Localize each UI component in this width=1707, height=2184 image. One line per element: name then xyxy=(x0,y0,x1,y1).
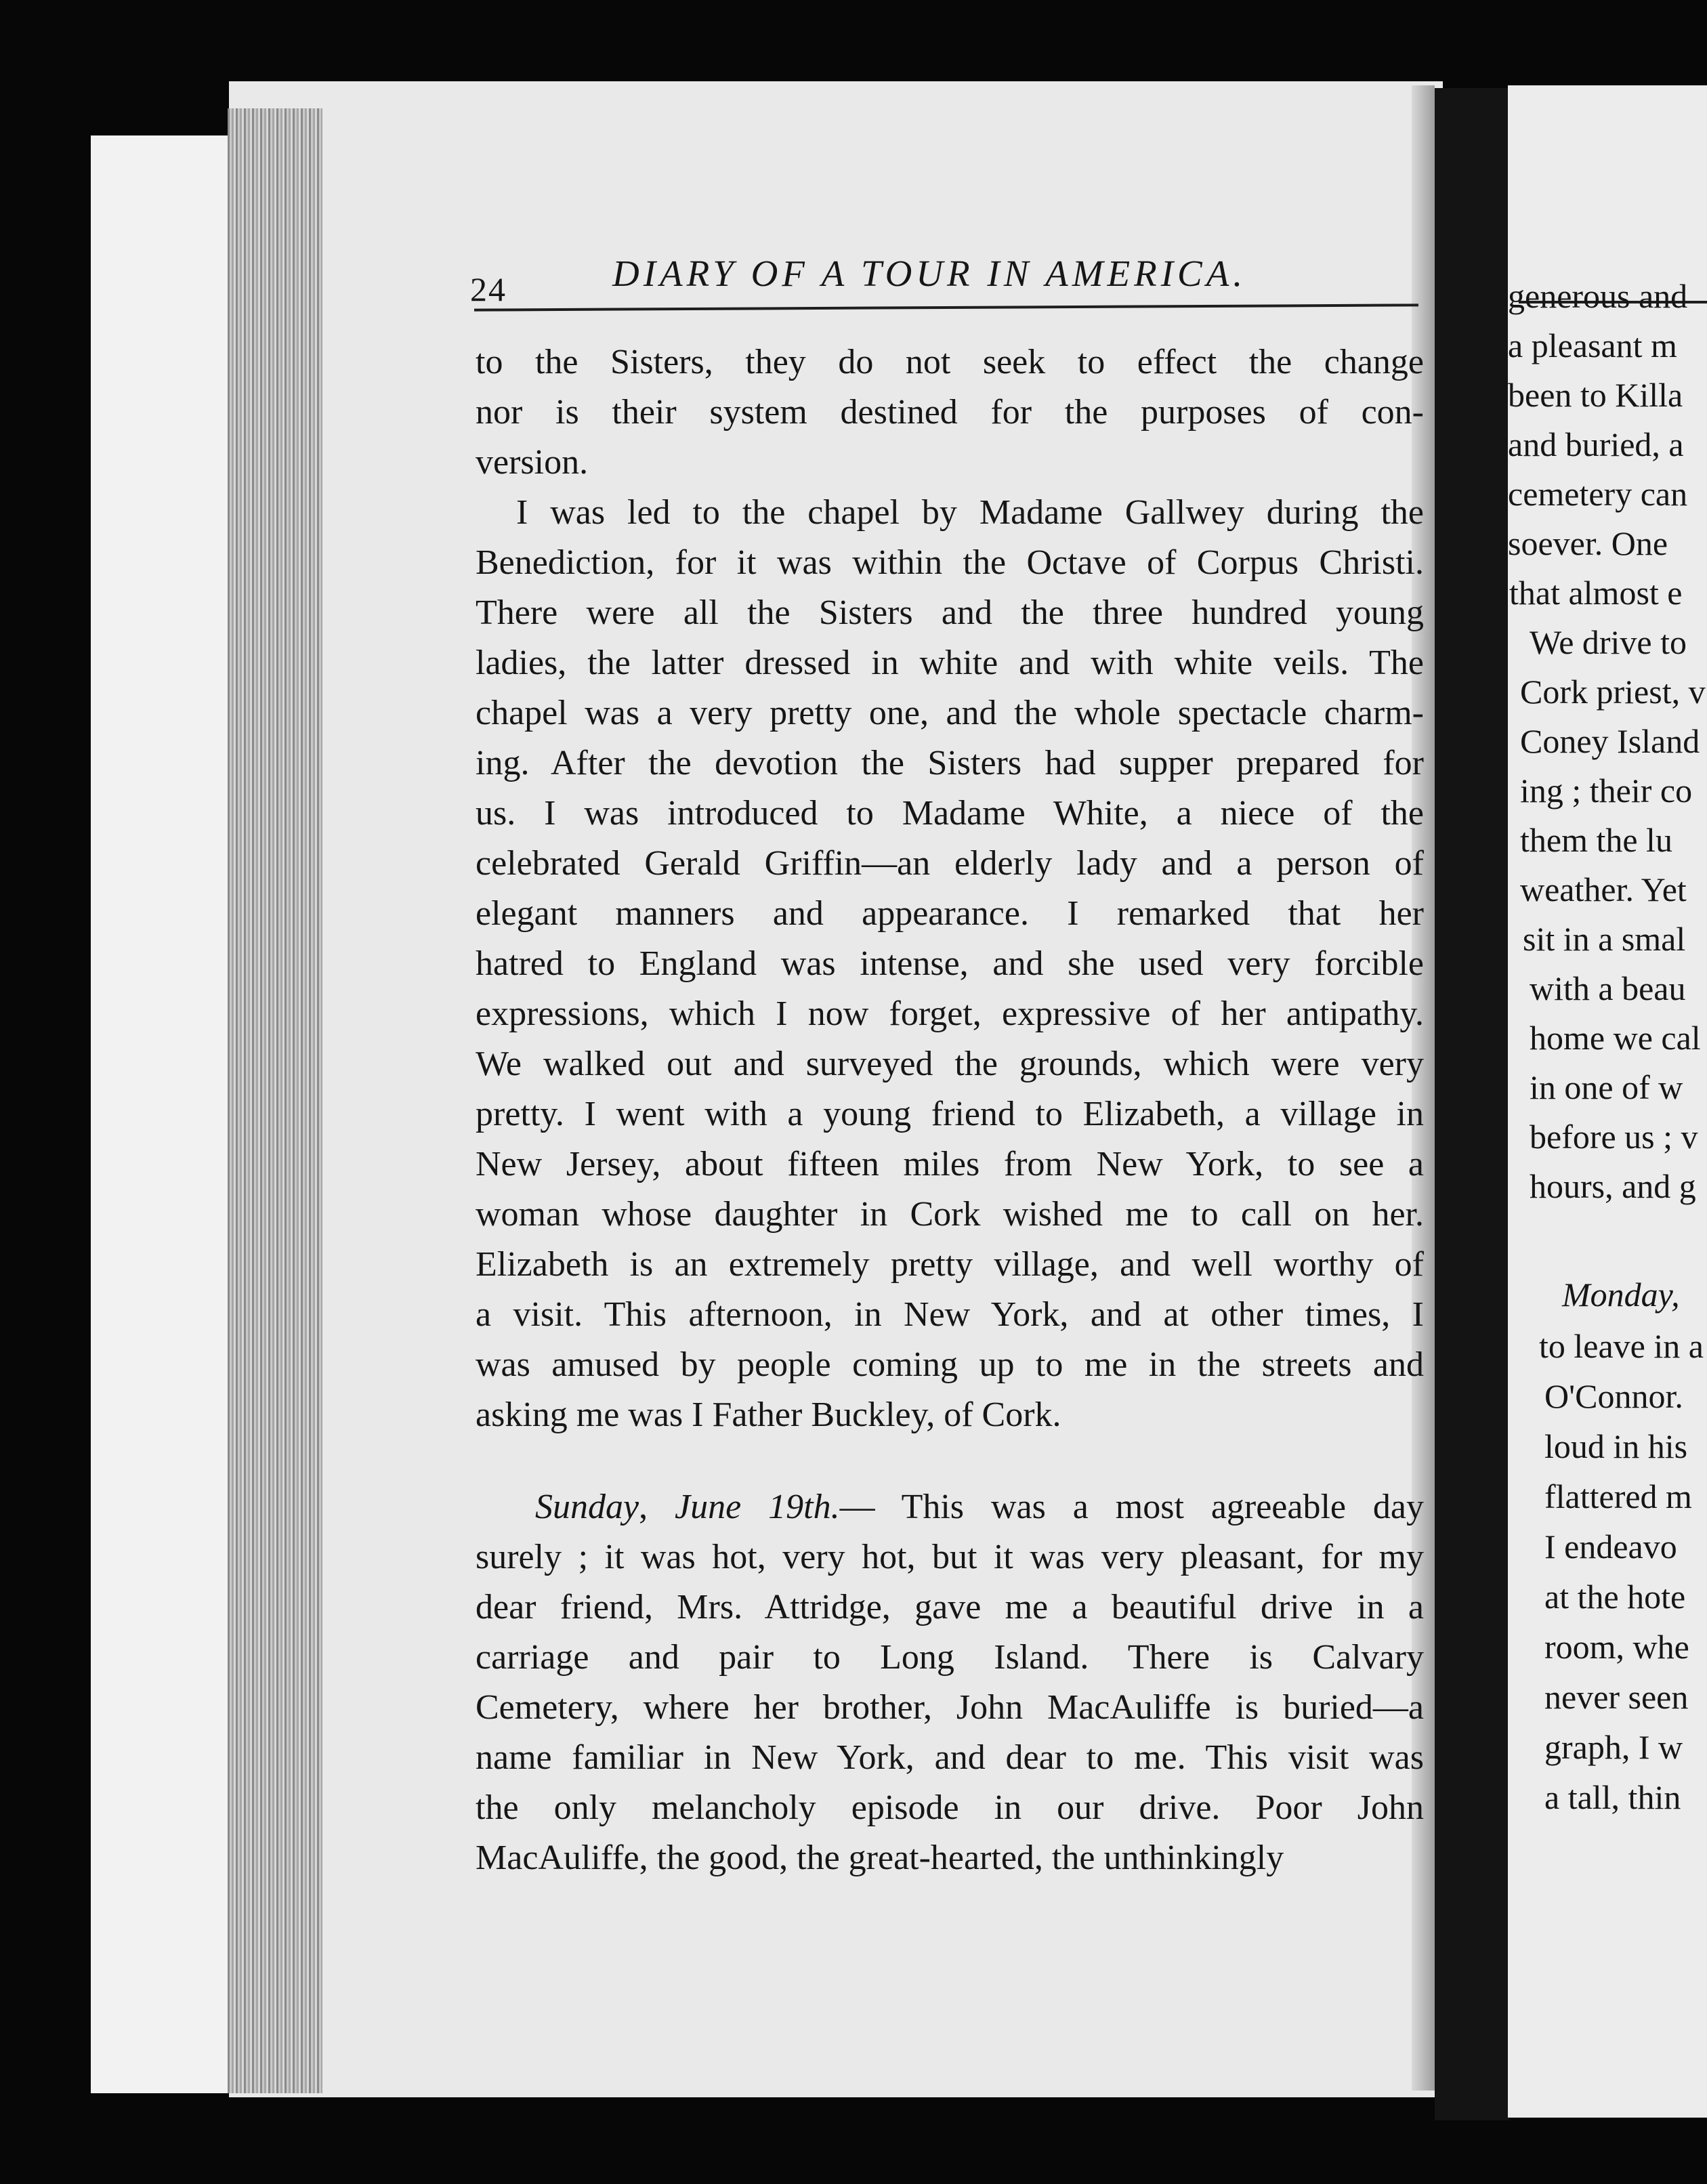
right-page-line: We drive to xyxy=(1530,623,1687,661)
text-line: woman whose daughter in Cork wished me to call on her. xyxy=(476,1195,1424,1234)
paragraph-2 xyxy=(476,488,1424,1440)
right-page-line: Monday, xyxy=(1562,1276,1680,1314)
right-page-line: before us ; v xyxy=(1530,1118,1698,1156)
text-line: hatred to England was intense, and she used very forcible xyxy=(476,944,1424,983)
page-number: 24 xyxy=(470,270,507,308)
text-line: dear friend, Mrs. Attridge, gave me a beautiful drive in a xyxy=(476,1588,1424,1626)
page-edge xyxy=(91,135,240,2093)
right-page-line: in one of w xyxy=(1530,1068,1683,1106)
text-line: pretty. I went with a young friend to Elizabeth, a village in xyxy=(476,1095,1424,1133)
text-line: Sunday, June 19th.— This was a most agreeable day xyxy=(535,1488,1424,1526)
text-line: version. xyxy=(476,443,589,482)
text-line: We walked out and surveyed the grounds, which were very xyxy=(476,1045,1424,1083)
page-body xyxy=(476,337,1424,1883)
right-page-line: graph, I w xyxy=(1544,1728,1683,1766)
right-page-line: generous and xyxy=(1508,277,1688,315)
text-line: name familiar in New York, and dear to me. This visit was xyxy=(476,1738,1424,1777)
text-line: carriage and pair to Long Island. There is Calvary xyxy=(476,1638,1424,1677)
right-page-line: a tall, thin xyxy=(1544,1778,1681,1816)
right-page-line: with a beau xyxy=(1530,969,1686,1007)
text-line: ladies, the latter dressed in white and with white veils. The xyxy=(476,644,1424,682)
right-page-line: cemetery can xyxy=(1508,475,1688,513)
text-line: the only melancholy episode in our drive. Poor John xyxy=(476,1788,1424,1827)
right-page-line: soever. One xyxy=(1508,524,1668,562)
right-page-line: Cork priest, v xyxy=(1520,673,1706,711)
right-page-line: hours, and g xyxy=(1530,1167,1696,1205)
text-line: a visit. This afternoon, in New York, and at other times, I xyxy=(476,1295,1424,1334)
text-line: ing. After the devotion the Sisters had supper prepared for xyxy=(476,744,1424,782)
right-page-line: never seen xyxy=(1544,1678,1689,1716)
text-line: to the Sisters, they do not seek to effect the change xyxy=(476,343,1424,381)
right-page-line: weather. Yet xyxy=(1520,870,1687,908)
paragraph-1 xyxy=(476,337,1424,488)
diary-first-line: — This was a most agreeable day xyxy=(839,1488,1424,1526)
right-page-line: O'Connor. xyxy=(1544,1377,1683,1415)
right-page-line: and buried, a xyxy=(1508,425,1684,463)
right-page-line: at the hote xyxy=(1544,1578,1686,1616)
right-page-line: been to Killa xyxy=(1508,376,1683,414)
right-page-line: to leave in a xyxy=(1539,1327,1704,1365)
diary-date-day: Sunday xyxy=(535,1488,639,1526)
right-page-line: them the lu xyxy=(1520,821,1672,859)
text-line: nor is their system destined for the purposes of con- xyxy=(476,393,1424,432)
text-line: New Jersey, about fifteen miles from New York, to see a xyxy=(476,1145,1424,1183)
page-stack-edges xyxy=(228,108,322,2093)
text-line: was amused by people coming up to me in the streets and xyxy=(476,1345,1424,1384)
text-line: Cemetery, where her brother, John MacAuliffe is buried—a xyxy=(476,1688,1424,1727)
right-page-line: a pleasant m xyxy=(1508,327,1677,364)
right-page-line: home we cal xyxy=(1530,1019,1701,1057)
text-line: surely ; it was hot, very hot, but it was very pleasant, for my xyxy=(476,1538,1424,1576)
right-page-line: flattered m xyxy=(1544,1477,1692,1515)
text-line: chapel was a very pretty one, and the whole spectacle charm- xyxy=(476,694,1424,732)
text-line: expressions, which I now forget, expressive of her antipathy. xyxy=(476,994,1424,1033)
right-page-line: loud in his xyxy=(1544,1427,1688,1465)
running-head: DIARY OF A TOUR IN AMERICA. xyxy=(612,253,1247,294)
text-line: I was led to the chapel by Madame Gallwey during the xyxy=(516,493,1424,532)
text-line: asking me was I Father Buckley, of Cork. xyxy=(476,1395,1061,1434)
right-page xyxy=(1508,85,1707,2118)
right-page-line: Coney Island xyxy=(1520,722,1700,760)
right-page-line: I endeavo xyxy=(1544,1528,1677,1566)
paragraph-3 xyxy=(476,1482,1424,1883)
book-gutter xyxy=(1435,88,1509,2120)
text-line: Benediction, for it was within the Octave of Corpus Christi. xyxy=(476,543,1424,582)
right-page-line: room, whe xyxy=(1544,1628,1689,1666)
text-line: us. I was introduced to Madame White, a niece of the xyxy=(476,794,1424,833)
text-line: There were all the Sisters and the three hundred young xyxy=(476,593,1424,632)
right-page-line: that almost e xyxy=(1509,574,1683,612)
diary-date-month: June 19th. xyxy=(675,1488,840,1526)
text-line: elegant manners and appearance. I remarked that her xyxy=(476,894,1424,933)
text-line: MacAuliffe, the good, the great-hearted, the unthinkingly xyxy=(476,1839,1284,1877)
text-line: Elizabeth is an extremely pretty village, and well worthy of xyxy=(476,1245,1424,1284)
right-page-line: ing ; their co xyxy=(1520,772,1693,810)
right-page-line: sit in a smal xyxy=(1523,920,1686,958)
text-line: celebrated Gerald Griffin—an elderly lady and a person of xyxy=(476,844,1424,883)
